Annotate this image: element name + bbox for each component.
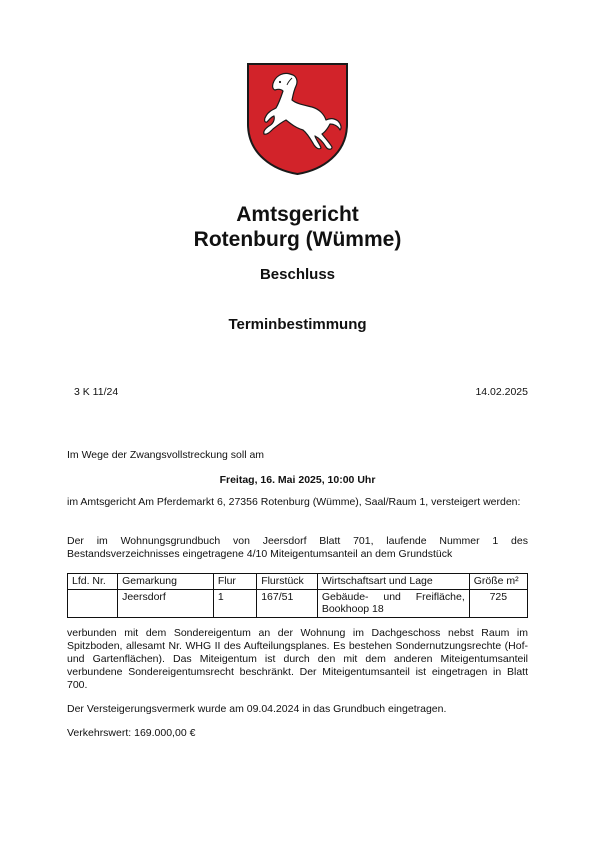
header-groesse: Größe m²	[469, 574, 527, 590]
register-note: Der Versteigerungsvermerk wurde am 09.04.2024 in das Grundbuch eingetragen.	[67, 703, 447, 715]
header-wirtschaftsart: Wirtschaftsart und Lage	[317, 574, 469, 590]
case-number: 3 K 11/24	[74, 386, 119, 398]
cell-flur: 1	[213, 589, 256, 617]
cell-groesse: 725	[469, 589, 527, 617]
document-subject: Terminbestimmung	[228, 316, 367, 333]
intro-paragraph: Im Wege der Zwangsvollstreckung soll am	[67, 449, 265, 461]
cell-gemarkung: Jeersdorf	[118, 589, 214, 617]
court-name-line-2: Rotenburg (Wümme)	[193, 228, 402, 251]
cell-wirtschaftsart-line-1: Gebäude- und Freifläche,	[321, 590, 465, 603]
property-table	[67, 573, 528, 618]
auction-date: Freitag, 16. Mai 2025, 10:00 Uhr	[219, 474, 376, 486]
table-header-row	[68, 574, 528, 590]
header-flur: Flur	[213, 574, 256, 590]
cell-flurstueck: 167/51	[257, 589, 318, 617]
table-row	[68, 589, 528, 617]
description-paragraph: verbunden mit dem Sondereigentum an der Wohnung im Dachgeschoss nebst Raum im Spitzboden, allesamt Nr. WHG II des Aufteilungsplanes. Es bestehen Sondernutzungsrechte (Hof- und Gartenflächen). Das Miteigentum ist durch den mit dem anderen Miteigentumsanteil verbundene Sondereigentumsrecht beschränkt. Der Miteigentumsanteil ist eingetragen in Blatt 700.	[67, 627, 528, 691]
document-type: Beschluss	[259, 266, 336, 283]
header-flurstueck: Flurstück	[257, 574, 318, 590]
cell-wirtschaftsart	[317, 589, 469, 617]
cell-lfd-nr	[68, 589, 118, 617]
lower-saxony-horse-crest-icon	[246, 62, 349, 175]
location-paragraph: im Amtsgericht Am Pferdemarkt 6, 27356 Rotenburg (Wümme), Saal/Raum 1, versteigert werden:	[67, 496, 521, 508]
header-lfd-nr: Lfd. Nr.	[68, 574, 118, 590]
document-date: 14.02.2025	[475, 386, 528, 398]
cell-wirtschaftsart-line-2: Bookhoop 18	[321, 603, 384, 615]
header-gemarkung: Gemarkung	[118, 574, 214, 590]
object-paragraph: Der im Wohnungsgrundbuch von Jeersdorf Blatt 701, laufende Nummer 1 des Bestandsverzeichnisses eingetragene 4/10 Miteigentumsanteil an dem Grundstück	[67, 535, 528, 560]
court-name-line-1: Amtsgericht	[236, 203, 359, 226]
market-value: Verkehrswert: 169.000,00 €	[67, 727, 196, 739]
